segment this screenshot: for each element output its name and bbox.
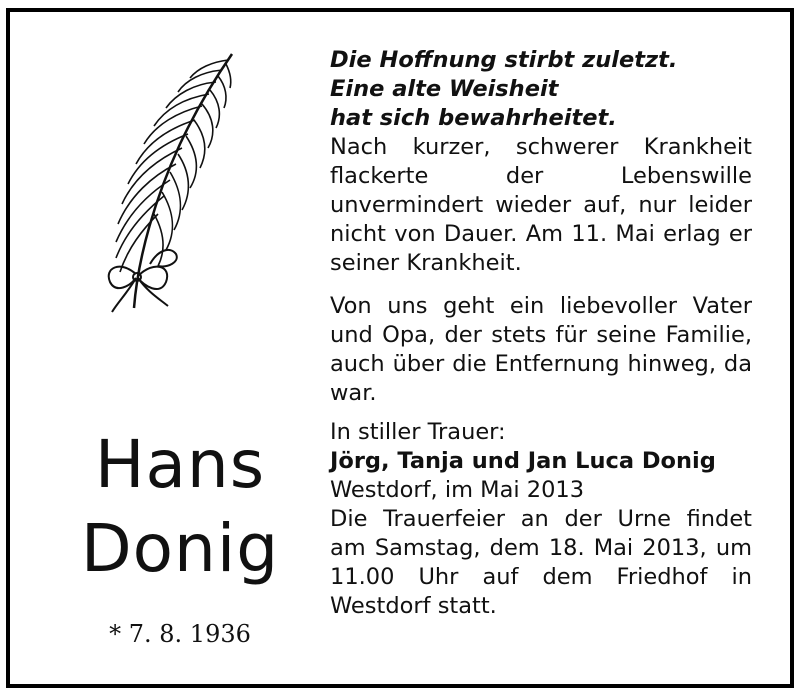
birth-date: * 7. 8. 1936 xyxy=(109,620,251,648)
deceased-first-name: Hans xyxy=(94,426,266,503)
deceased-last-name: Donig xyxy=(80,510,280,587)
motto-line-2: Eine alte Weisheit xyxy=(330,76,559,102)
mourning-intro: In stiller Trauer: xyxy=(330,419,506,445)
motto-line-1: Die Hoffnung stirbt zuletzt. xyxy=(330,47,678,73)
paragraph-tribute: Von uns geht ein liebevoller Vater und Opa, der stets für seine Familie, auch über die Entfernung hinweg, da war. xyxy=(330,293,752,406)
feather-icon xyxy=(98,46,238,320)
mourners-names: Jörg, Tanja und Jan Luca Donig xyxy=(330,448,716,474)
ceremony-info: Die Trauerfeier an der Urne findet am Samstag, dem 18. Mai 2013, um 11.00 Uhr auf dem Friedhof in Westdorf statt. xyxy=(330,506,752,619)
left-column xyxy=(10,12,320,684)
paragraph-illness: Nach kurzer, schwerer Krankheit flackerte der Lebenswille unvermindert wieder auf, nur leider nicht von Dauer. Am 11. Mai erlag er seiner Krankheit. xyxy=(330,134,752,276)
right-column xyxy=(330,46,752,621)
obituary-notice xyxy=(6,8,794,688)
motto-line-3: hat sich bewahrheitet. xyxy=(330,105,617,131)
place-date: Westdorf, im Mai 2013 xyxy=(330,477,585,503)
